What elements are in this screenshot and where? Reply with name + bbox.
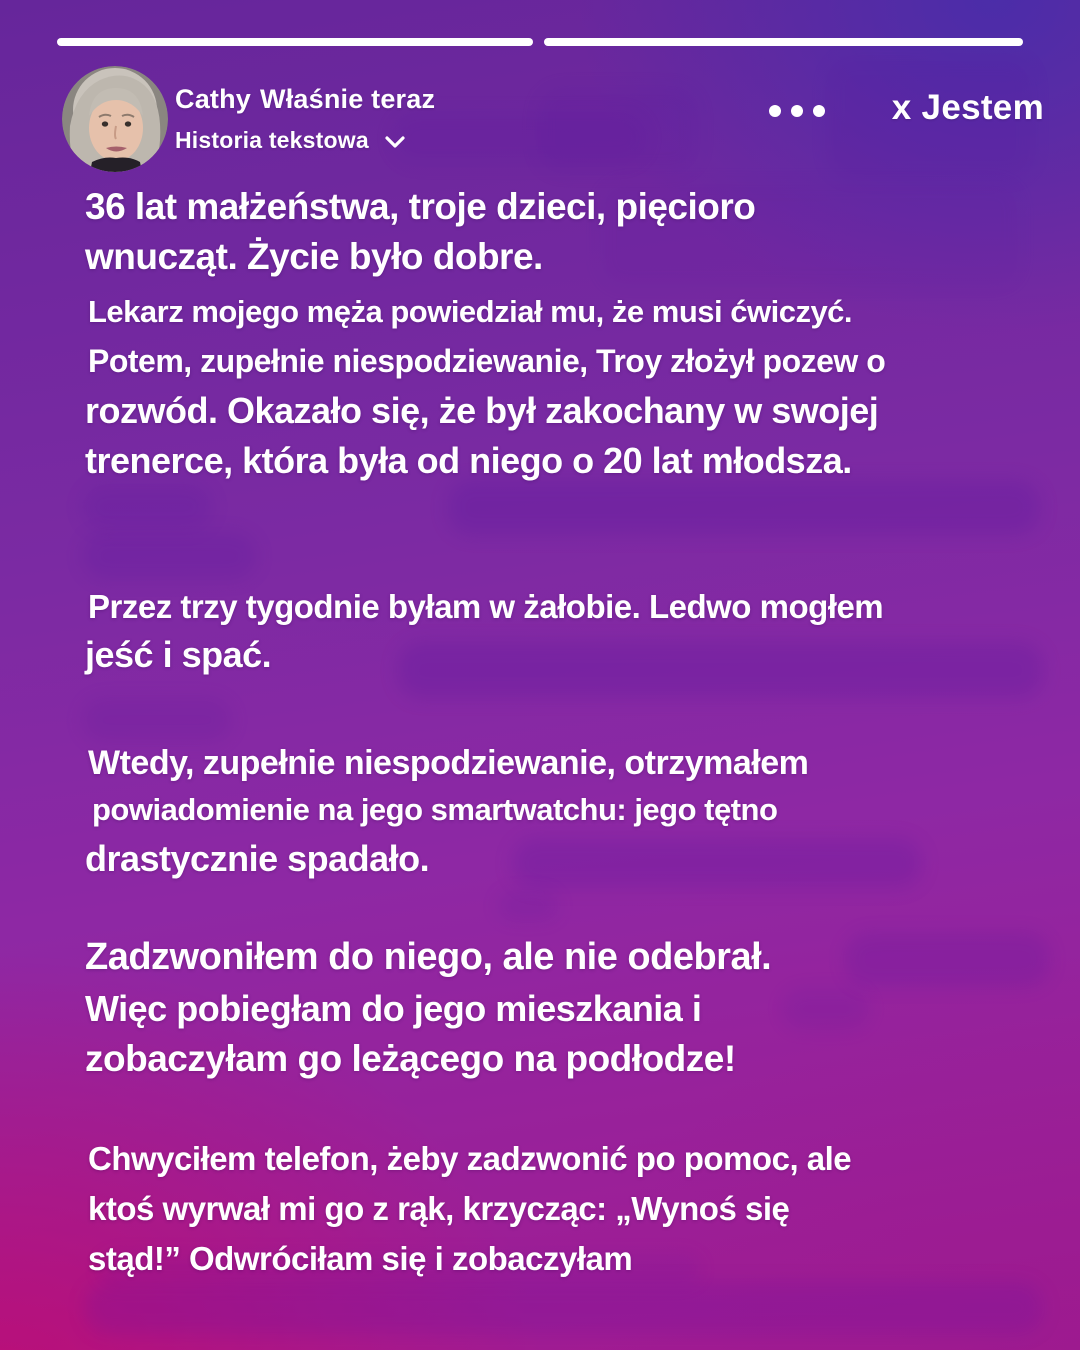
story-text-line: jeść i spać. [85, 634, 272, 675]
blurred-text-artifact [82, 532, 257, 580]
story-text-line: Zadzwoniłem do niego, ale nie odebrał. [85, 936, 772, 978]
author-name: Cathy [175, 84, 252, 114]
profile-photo [62, 66, 168, 172]
story-text-line: Więc pobiegłam do jego mieszkania i [85, 988, 702, 1029]
author-line[interactable] [175, 84, 435, 115]
story-type-selector[interactable] [175, 127, 405, 154]
story-progress-segment-2 [544, 38, 1023, 46]
more-options-icon [769, 105, 781, 117]
story-text-line: Potem, zupełnie niespodziewanie, Troy złożył pozew o [88, 343, 886, 379]
blurred-text-artifact [498, 892, 558, 920]
story-text-line: stąd!” Odwróciłam się i zobaczyłam [88, 1240, 633, 1277]
blurred-text-artifact [85, 1282, 1043, 1334]
story-text-line: rozwód. Okazało się, że był zakochany w swojej [85, 390, 879, 431]
story-text-line: Wtedy, zupełnie niespodziewanie, otrzymałem [88, 744, 809, 782]
blurred-text-artifact [782, 988, 870, 1030]
blurred-text-artifact [538, 88, 698, 172]
story-text-line: Lekarz mojego męża powiedział mu, że musi ćwiczyć. [88, 294, 853, 329]
story-text-line: Przez trzy tygodnie byłam w żałobie. Ledwo mogłem [88, 588, 884, 625]
more-options-icon [791, 105, 803, 117]
more-options-icon [813, 105, 825, 117]
story-text-line: drastycznie spadało. [85, 838, 430, 879]
story-text-line: zobaczyłam go leżącego na podłodze! [85, 1038, 736, 1079]
story-text-line: trenerce, która była od niego o 20 lat młodsza. [85, 440, 852, 481]
story-text-line: ktoś wyrwał mi go z rąk, krzycząc: „Wynoś się [88, 1190, 790, 1227]
story-text-line: wnucząt. Życie było dobre. [85, 236, 543, 277]
more-options-button[interactable] [763, 99, 831, 123]
story-timestamp: Właśnie teraz [260, 84, 436, 114]
story-text-line: Chwyciłem telefon, żeby zadzwonić po pomoc, ale [88, 1140, 852, 1177]
blurred-text-artifact [448, 480, 1040, 535]
close-story-button[interactable]: x Jestem [891, 88, 1044, 127]
avatar[interactable] [62, 66, 168, 172]
blurred-text-artifact [82, 698, 232, 742]
blurred-text-artifact [392, 112, 647, 164]
chevron-down-icon [385, 136, 405, 148]
story-text-line: 36 lat małżeństwa, troje dzieci, pięcioro [85, 186, 756, 227]
story-progress-segment-1 [57, 38, 533, 46]
story-type-label: Historia tekstowa [175, 127, 369, 153]
blurred-text-artifact [82, 484, 212, 530]
blurred-text-artifact [845, 932, 1050, 987]
blurred-text-artifact [398, 642, 1043, 698]
story-text-line: powiadomienie na jego smartwatchu: jego tętno [92, 792, 778, 827]
blurred-text-artifact [512, 838, 922, 888]
